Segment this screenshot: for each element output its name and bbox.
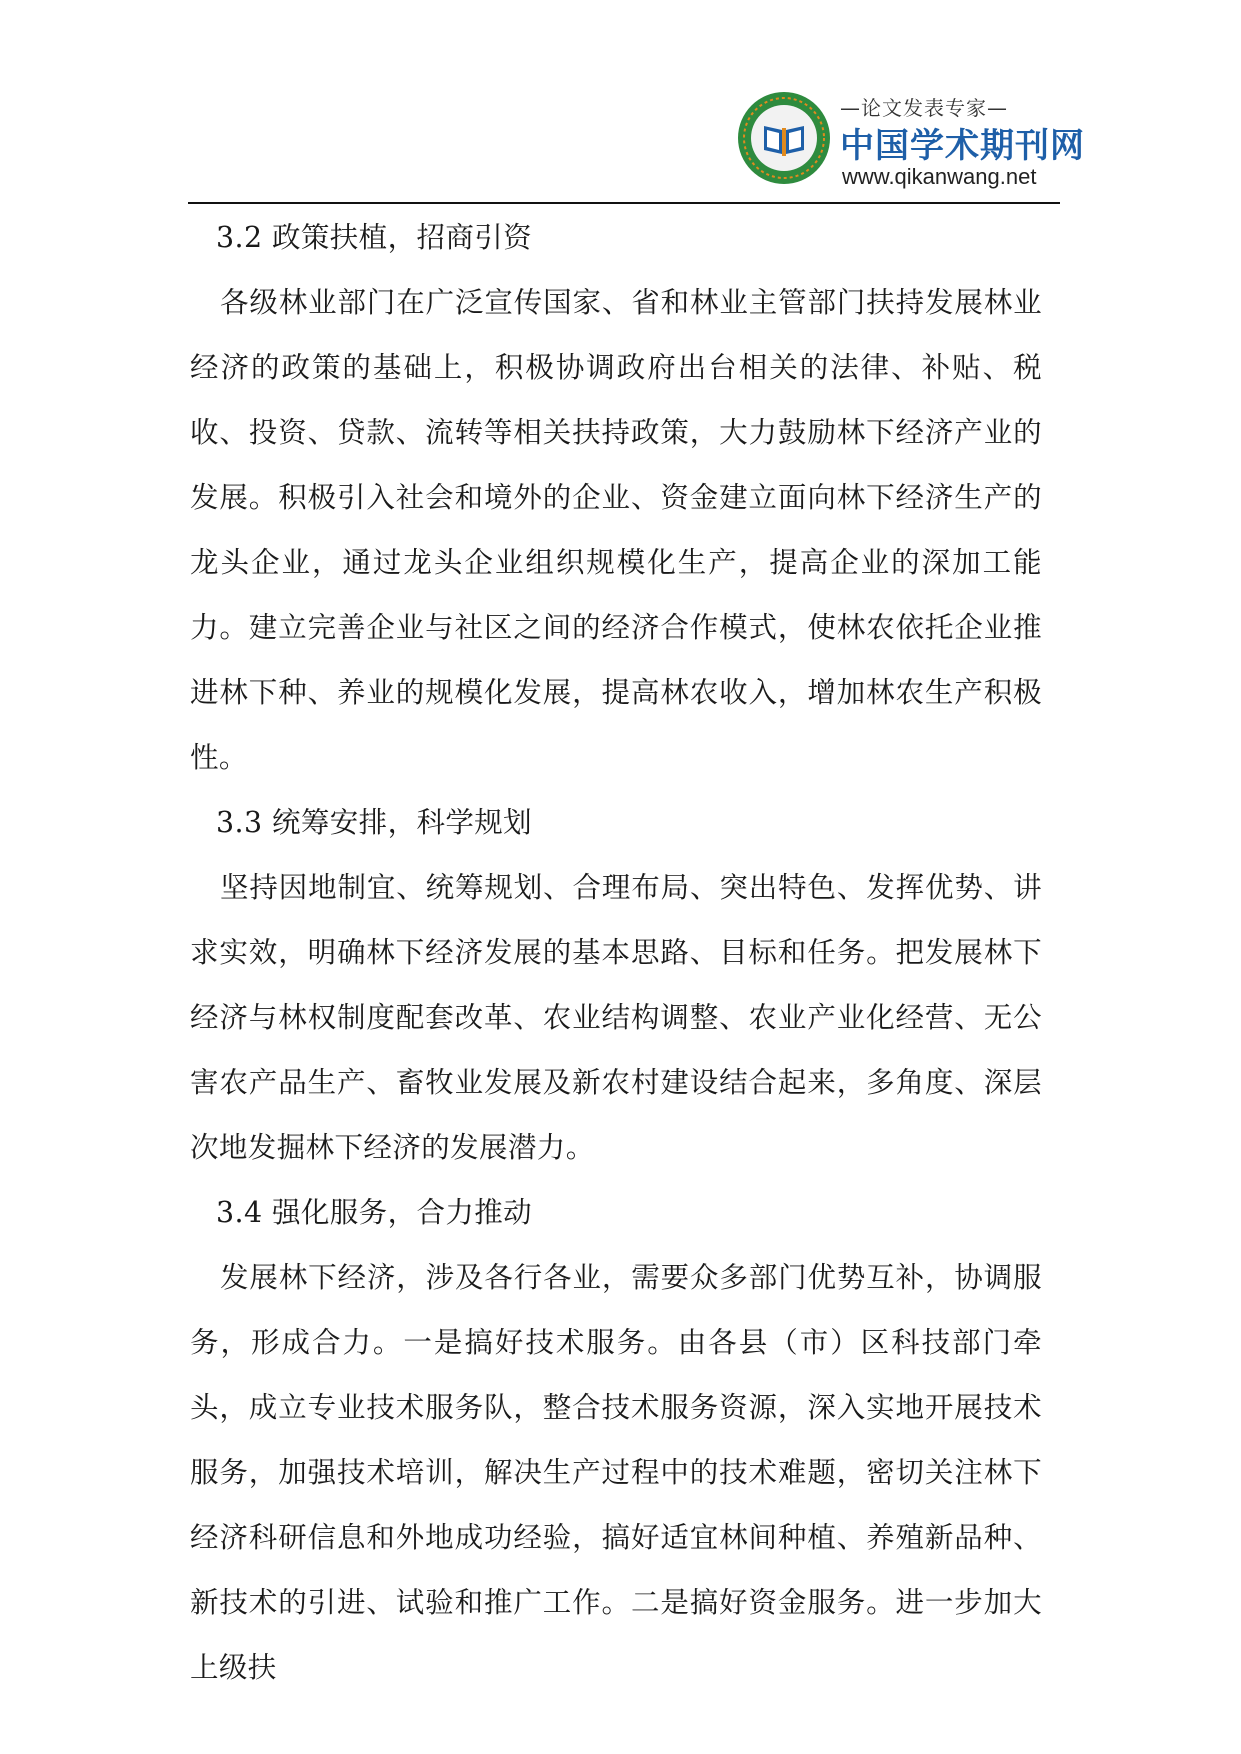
logo-name: 中国学术期刊网 <box>840 126 1085 166</box>
logo-url: www.qikanwang.net <box>842 164 1037 189</box>
journal-logo <box>736 90 1085 200</box>
section-paragraph-3-4: 发展林下经济，涉及各行各业，需要众多部门优势互补，协调服务，形成合力。一是搞好技术服务。由各县（市）区科技部门牵头，成立专业技术服务队，整合技术服务资源，深入实地开展技术服务，加强技术培训，解决生产过程中的技术难题，密切关注林下经济科研信息和外地成功经验，搞好适宜林间种植、养殖新品种、新技术的引进、试验和推广工作。二是搞好资金服务。进一步加大上级扶 <box>190 1261 1042 1684</box>
section-heading-3-3: 3.3 统筹安排，科学规划 <box>216 806 533 839</box>
section-paragraph-3-3: 坚持因地制宜、统筹规划、合理布局、突出特色、发挥优势、讲求实效，明确林下经济发展的基本思路、目标和任务。把发展林下经济与林权制度配套改革、农业结构调整、农业产业化经营、无公害农产品生产、畜牧业发展及新农村建设结合起来，多角度、深层次地发掘林下经济的发展潜力。 <box>190 871 1042 1164</box>
logo-slogan: —论文发表专家— <box>840 96 1008 120</box>
article-body <box>190 205 1042 1700</box>
page-header <box>188 80 1085 204</box>
section-heading-3-2: 3.2 政策扶植，招商引资 <box>216 221 533 254</box>
book-badge-icon <box>736 90 832 186</box>
section-paragraph-3-2: 各级林业部门在广泛宣传国家、省和林业主管部门扶持发展林业经济的政策的基础上，积极协调政府出台相关的法律、补贴、税收、投资、贷款、流转等相关扶持政策，大力鼓励林下经济产业的发展。积极引入社会和境外的企业、资金建立面向林下经济生产的龙头企业，通过龙头企业组织规模化生产，提高企业的深加工能力。建立完善企业与社区之间的经济合作模式，使林农依托企业推进林下种、养业的规模化发展，提高林农收入，增加林农生产积极性。 <box>190 286 1042 774</box>
section-heading-3-4: 3.4 强化服务，合力推动 <box>216 1196 533 1229</box>
